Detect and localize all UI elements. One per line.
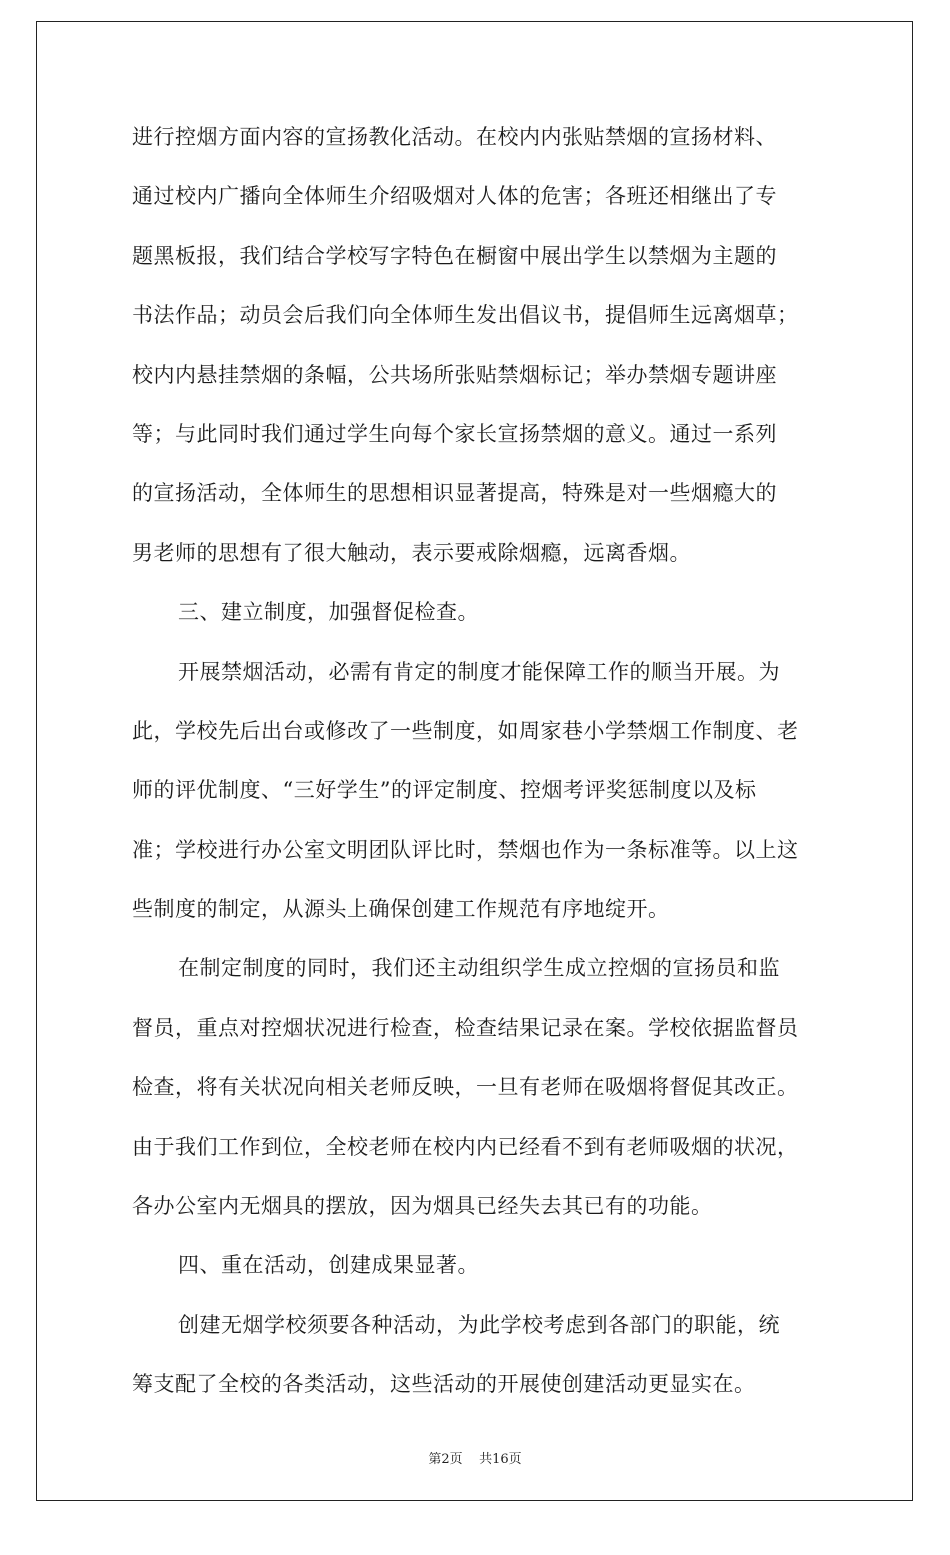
text-line: 在制定制度的同时，我们还主动组织学生成立控烟的宣扬员和监 (178, 956, 780, 981)
text-line: 书法作品；动员会后我们向全体师生发出倡议书，提倡师生远离烟草； (132, 303, 799, 328)
text-line: 创建无烟学校须要各种活动，为此学校考虑到各部门的职能，统 (178, 1312, 780, 1337)
text-line: 等；与此同时我们通过学生向每个家长宣扬禁烟的意义。通过一系列 (132, 421, 777, 446)
text-line: 督员，重点对控烟状况进行检查，检查结果记录在案。学校依据监督员 (132, 1015, 799, 1040)
text-line: 检查，将有关状况向相关老师反映，一旦有老师在吸烟将督促其改正。 (132, 1075, 799, 1100)
text-line: 由于我们工作到位，全校老师在校内内已经看不到有老师吸烟的状况， (132, 1134, 799, 1159)
text-line: 开展禁烟活动，必需有肯定的制度才能保障工作的顺当开展。为 (178, 659, 780, 684)
text-line: 些制度的制定，从源头上确保创建工作规范有序地绽开。 (132, 897, 670, 922)
text-line: 通过校内广播向全体师生介绍吸烟对人体的危害；各班还相继出了专 (132, 184, 777, 209)
text-line: 校内内悬挂禁烟的条幅，公共场所张贴禁烟标记；举办禁烟专题讲座 (132, 362, 777, 387)
text-line: 各办公室内无烟具的摆放，因为烟具已经失去其已有的功能。 (132, 1194, 713, 1219)
text-line: 进行控烟方面内容的宣扬教化活动。在校内内张贴禁烟的宣扬材料、 (132, 125, 777, 149)
text-line: 四、重在活动，创建成果显著。 (178, 1253, 479, 1278)
text-line: 筹支配了全校的各类活动，这些活动的开展使创建活动更显实在。 (132, 1372, 756, 1397)
text-line: 准；学校进行办公室文明团队评比时，禁烟也作为一条标准等。以上这 (132, 837, 799, 862)
text-line: 三、建立制度，加强督促检查。 (178, 600, 479, 625)
text-line: 此，学校先后出台或修改了一些制度，如周家巷小学禁烟工作制度、老 (132, 718, 799, 743)
text-line: 的宣扬活动，全体师生的思想相识显著提高，特殊是对一些烟瘾大的 (132, 481, 777, 506)
text-line: 师的评优制度、“三好学生”的评定制度、控烟考评奖惩制度以及标 (132, 778, 757, 803)
page-number-footer: 第2页 共16页 (428, 1452, 522, 1467)
document-body (132, 108, 820, 1415)
text-line: 男老师的思想有了很大触动，表示要戒除烟瘾，远离香烟。 (132, 540, 691, 565)
text-line: 题黑板报，我们结合学校写字特色在橱窗中展出学生以禁烟为主题的 (132, 243, 777, 268)
